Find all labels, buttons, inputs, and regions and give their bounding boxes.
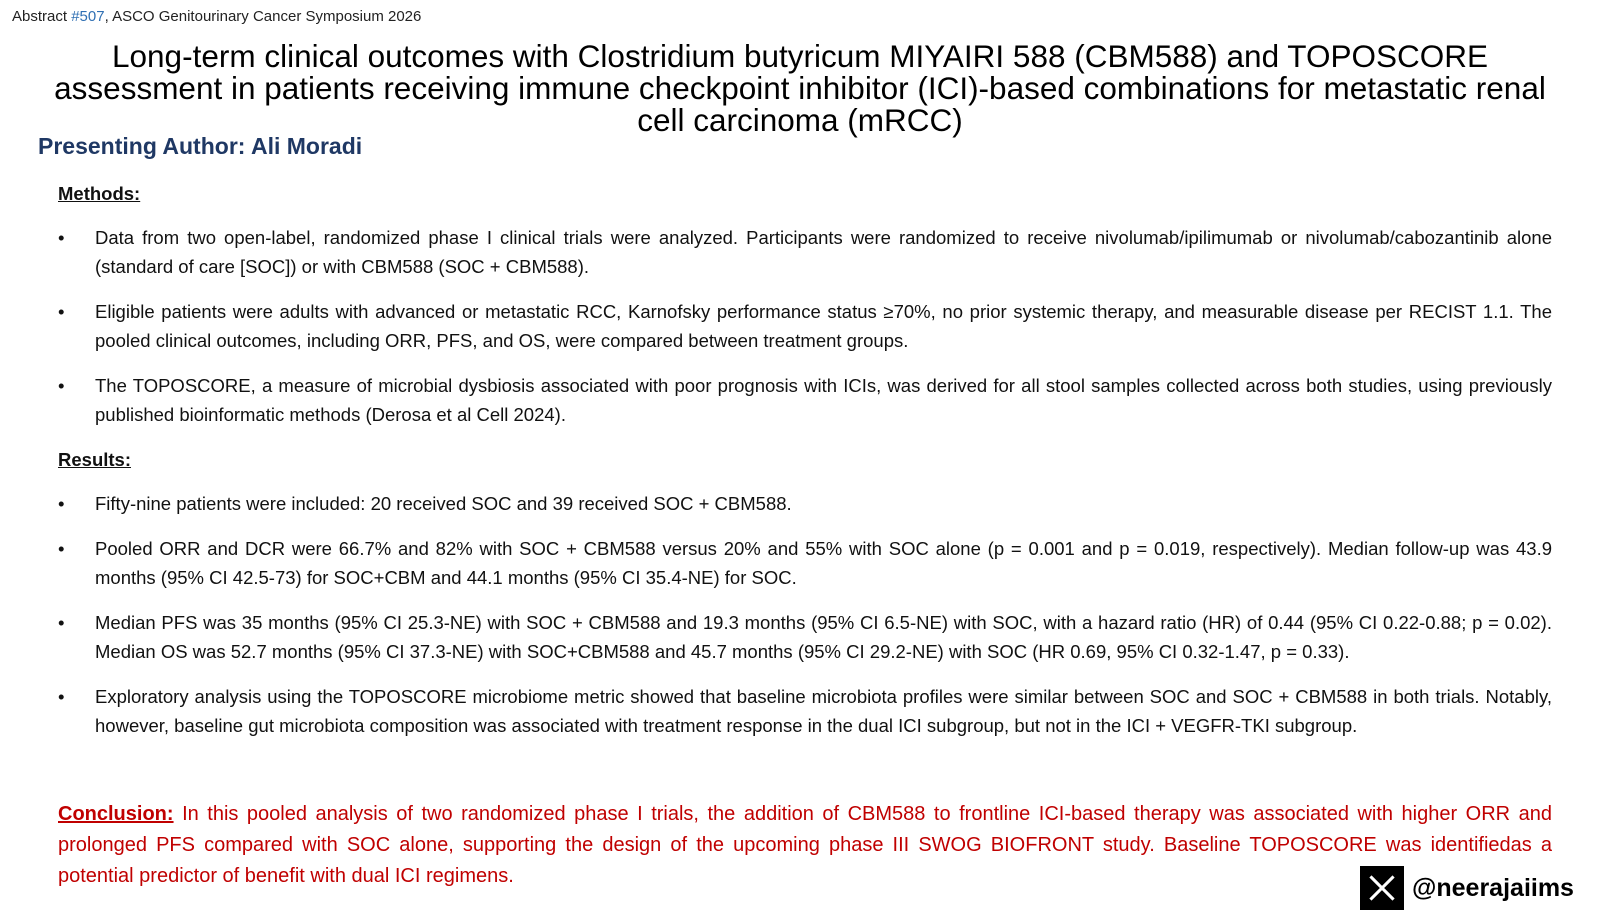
main-content xyxy=(58,179,1552,756)
results-item xyxy=(58,682,1552,740)
methods-item xyxy=(58,297,1552,355)
page-title: Long-term clinical outcomes with Clostridium butyricum MIYAIRI 588 (CBM588) and TOPOSCORE assessment in patients receiving immune checkpoint inhibitor (ICI)-based combinations for metastatic renal cell carcinoma (mRCC) xyxy=(54,38,1546,138)
results-item-text: Median PFS was 35 months (95% CI 25.3-NE) with SOC + CBM588 and 19.3 months (95% CI 6.5-NE) with SOC, with a hazard ratio (HR) of 0.44 (95% CI 0.22-0.88; p = 0.02). Median OS was 52.7 months (95% CI 37.3-NE) with SOC+CBM588 and 45.7 months (95% CI 29.2-NE) with SOC (HR 0.69, 95% CI 0.32-1.47, p = 0.33). xyxy=(95,612,1552,662)
bullet-icon: • xyxy=(58,227,65,248)
methods-item-text: The TOPOSCORE, a measure of microbial dysbiosis associated with poor prognosis with ICIs, was derived for all stool samples collected across both studies, using previously published bioinformatic methods (Derosa et al Cell 2024). xyxy=(95,375,1552,425)
methods-heading: Methods: xyxy=(58,183,141,204)
methods-list xyxy=(58,223,1552,429)
conclusion xyxy=(58,799,1552,892)
bullet-icon: • xyxy=(58,301,65,322)
results-item xyxy=(58,534,1552,592)
social-handle[interactable] xyxy=(1360,866,1574,910)
x-logo-icon xyxy=(1360,866,1404,910)
results-item xyxy=(58,489,1552,518)
methods-item xyxy=(58,371,1552,429)
bullet-icon: • xyxy=(58,493,65,514)
social-handle-text: @neerajaiims xyxy=(1412,873,1574,902)
results-item-text: Exploratory analysis using the TOPOSCORE microbiome metric showed that baseline microbiota profiles were similar between SOC and SOC + CBM588 in both trials. Notably, however, baseline gut microbiota composition was associated with treatment response in the dual ICI subgroup, but not in the ICI + VEGFR-TKI subgroup. xyxy=(95,686,1552,736)
abstract-conference: , ASCO Genitourinary Cancer Symposium 2026 xyxy=(104,8,422,25)
abstract-prefix: Abstract xyxy=(12,8,72,25)
methods-item-text: Eligible patients were adults with advanced or metastatic RCC, Karnofsky performance status ≥70%, no prior systemic therapy, and measurable disease per RECIST 1.1. The pooled clinical outcomes, including ORR, PFS, and OS, were compared between treatment groups. xyxy=(95,301,1552,351)
results-item xyxy=(58,608,1552,666)
results-item-text: Pooled ORR and DCR were 66.7% and 82% with SOC + CBM588 versus 20% and 55% with SOC alone (p = 0.001 and p = 0.019, respectively). Median follow-up was 43.9 months (95% CI 42.5-73) for SOC+CBM and 44.1 months (95% CI 35.4-NE) for SOC. xyxy=(95,538,1552,588)
conclusion-label: Conclusion: xyxy=(58,803,174,825)
results-item-text: Fifty-nine patients were included: 20 received SOC and 39 received SOC + CBM588. xyxy=(95,493,792,514)
methods-item xyxy=(58,223,1552,281)
conclusion-text: In this pooled analysis of two randomized phase I trials, the addition of CBM588 to frontline ICI-based therapy was associated with higher ORR and prolonged PFS compared with SOC alone, supporting the design of the upcoming phase III SWOG BIOFRONT study. Baseline TOPOSCORE was identifiedas a potential predictor of benefit with dual ICI regimens. xyxy=(58,803,1552,887)
bullet-icon: • xyxy=(58,612,65,633)
results-list xyxy=(58,489,1552,740)
presenting-author: Presenting Author: Ali Moradi xyxy=(38,133,363,159)
abstract-header xyxy=(12,8,421,25)
bullet-icon: • xyxy=(58,375,65,396)
methods-item-text: Data from two open-label, randomized phase I clinical trials were analyzed. Participants were randomized to receive nivolumab/ipilimumab or nivolumab/cabozantinib alone (standard of care [SOC]) or with CBM588 (SOC + CBM588). xyxy=(95,227,1552,277)
results-heading: Results: xyxy=(58,449,131,470)
bullet-icon: • xyxy=(58,538,65,559)
bullet-icon: • xyxy=(58,686,65,707)
abstract-number-link[interactable]: #507 xyxy=(71,8,105,25)
